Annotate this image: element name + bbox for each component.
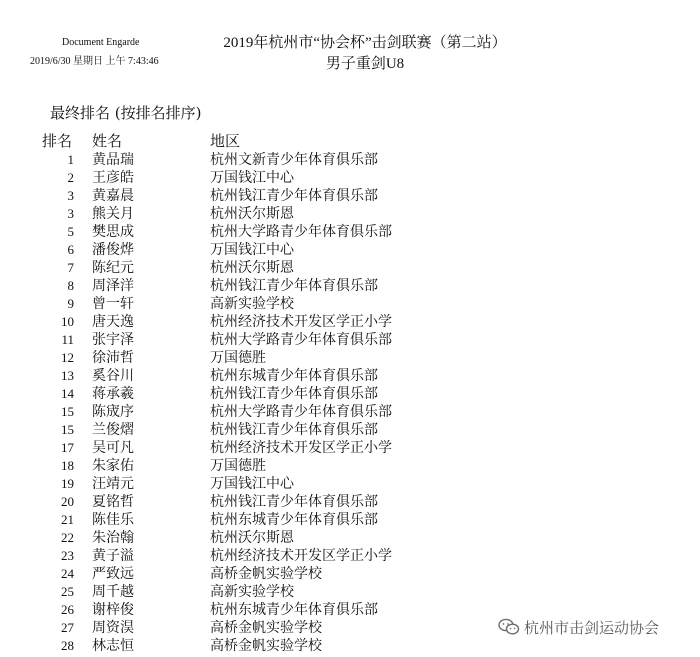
name-cell: 林志恒 xyxy=(92,638,134,654)
table-row xyxy=(0,511,700,529)
name-cell: 夏铭哲 xyxy=(92,494,134,510)
table-row xyxy=(0,241,700,259)
rank-cell: 22 xyxy=(61,530,74,545)
name-cell: 奚谷川 xyxy=(92,368,134,384)
event-subtitle: 男子重剑U8 xyxy=(325,56,405,72)
name-cell: 潘俊烨 xyxy=(92,242,134,258)
region-cell: 杭州沃尔斯恩 xyxy=(210,206,294,222)
name-cell: 黄嘉晨 xyxy=(92,188,134,204)
name-cell: 王彦皓 xyxy=(92,170,134,186)
rank-cell: 9 xyxy=(67,296,74,311)
rank-cell: 3 xyxy=(67,188,74,203)
rank-cell: 14 xyxy=(61,386,74,401)
region-cell: 杭州沃尔斯恩 xyxy=(210,530,294,546)
table-row xyxy=(0,565,700,583)
region-cell: 高新实验学校 xyxy=(210,296,294,312)
table-row xyxy=(0,259,700,277)
region-cell: 高桥金帆实验学校 xyxy=(210,620,322,636)
name-cell: 吴可凡 xyxy=(92,440,134,456)
name-cell: 陈宬序 xyxy=(92,404,134,420)
region-cell: 万国德胜 xyxy=(210,458,266,474)
table-row xyxy=(0,223,700,241)
rank-cell: 2 xyxy=(67,170,74,185)
rank-cell: 5 xyxy=(67,224,74,239)
table-row xyxy=(0,205,700,223)
region-cell: 高桥金帆实验学校 xyxy=(210,566,322,582)
name-cell: 谢梓俊 xyxy=(92,602,134,618)
rank-cell: 10 xyxy=(61,314,74,329)
rank-cell: 6 xyxy=(67,242,74,257)
table-row xyxy=(0,421,700,439)
name-cell: 蒋承羲 xyxy=(92,386,134,402)
table-row xyxy=(0,493,700,511)
name-cell: 张宇泽 xyxy=(92,332,134,348)
table-row xyxy=(0,637,700,655)
region-cell: 杭州大学路青少年体育俱乐部 xyxy=(210,224,392,240)
event-title: 2019年杭州市“协会杯”击剑联赛（第二站） xyxy=(223,35,507,51)
region-cell: 杭州大学路青少年体育俱乐部 xyxy=(210,404,392,420)
region-cell: 杭州东城青少年体育俱乐部 xyxy=(210,602,378,618)
region-cell: 万国德胜 xyxy=(210,350,266,366)
name-cell: 周泽洋 xyxy=(92,278,134,294)
region-cell: 杭州钱江青少年体育俱乐部 xyxy=(210,494,378,510)
name-cell: 陈佳乐 xyxy=(92,512,134,528)
name-cell: 黄品瑞 xyxy=(92,152,134,168)
rank-cell: 24 xyxy=(61,566,74,581)
name-cell: 汪靖元 xyxy=(92,476,134,492)
table-row xyxy=(0,583,700,601)
region-cell: 杭州沃尔斯恩 xyxy=(210,260,294,276)
print-datetime: 2019/6/30 星期日 上午 7:43:46 xyxy=(30,56,159,67)
name-cell: 黄子溢 xyxy=(92,548,134,564)
rank-cell: 27 xyxy=(61,620,74,635)
region-cell: 万国钱江中心 xyxy=(210,242,294,258)
rank-cell: 21 xyxy=(61,512,74,527)
rank-cell: 15 xyxy=(61,422,74,437)
region-cell: 杭州东城青少年体育俱乐部 xyxy=(210,368,378,384)
column-header-rank: 排名 xyxy=(42,132,73,150)
region-cell: 杭州钱江青少年体育俱乐部 xyxy=(210,386,378,402)
watermark xyxy=(498,616,659,638)
region-cell: 杭州经济技术开发区学正小学 xyxy=(210,440,392,456)
watermark-text: 杭州市击剑运动协会 xyxy=(524,618,660,637)
table-row xyxy=(0,313,700,331)
table-row xyxy=(0,331,700,349)
rank-cell: 20 xyxy=(61,494,74,509)
column-header-name: 姓名 xyxy=(92,132,123,150)
name-cell: 朱家佑 xyxy=(92,458,134,474)
rank-cell: 15 xyxy=(61,404,74,419)
rank-cell: 28 xyxy=(61,638,74,653)
table-row xyxy=(0,547,700,565)
table-row xyxy=(0,277,700,295)
rank-cell: 23 xyxy=(61,548,74,563)
name-cell: 熊关月 xyxy=(92,206,134,222)
section-title: 最终排名 (按排名排序) xyxy=(50,104,202,122)
region-cell: 杭州东城青少年体育俱乐部 xyxy=(210,512,378,528)
region-cell: 杭州大学路青少年体育俱乐部 xyxy=(210,332,392,348)
name-cell: 徐沛哲 xyxy=(92,350,134,366)
rank-cell: 25 xyxy=(61,584,74,599)
rank-cell: 3 xyxy=(67,206,74,221)
rank-cell: 18 xyxy=(61,458,74,473)
table-row xyxy=(0,349,700,367)
name-cell: 兰俊熠 xyxy=(92,422,134,438)
name-cell: 严致远 xyxy=(92,566,134,582)
region-cell: 高新实验学校 xyxy=(210,584,294,600)
table-row xyxy=(0,529,700,547)
table-row xyxy=(0,475,700,493)
table-row xyxy=(0,367,700,385)
rank-cell: 17 xyxy=(61,440,74,455)
table-row xyxy=(0,151,700,169)
results-table xyxy=(0,151,700,655)
table-row xyxy=(0,439,700,457)
column-header-region: 地区 xyxy=(210,132,241,150)
region-cell: 杭州文新青少年体育俱乐部 xyxy=(210,152,378,168)
rank-cell: 11 xyxy=(61,332,74,347)
name-cell: 朱治翰 xyxy=(92,530,134,546)
rank-cell: 8 xyxy=(67,278,74,293)
rank-cell: 1 xyxy=(67,152,74,167)
region-cell: 高桥金帆实验学校 xyxy=(210,638,322,654)
name-cell: 樊思成 xyxy=(92,224,134,240)
region-cell: 杭州钱江青少年体育俱乐部 xyxy=(210,422,378,438)
rank-cell: 13 xyxy=(61,368,74,383)
rank-cell: 26 xyxy=(61,602,74,617)
table-row xyxy=(0,295,700,313)
name-cell: 陈纪元 xyxy=(92,260,134,276)
name-cell: 周资淏 xyxy=(92,620,134,636)
name-cell: 曾一轩 xyxy=(92,296,134,312)
table-row xyxy=(0,457,700,475)
name-cell: 周千越 xyxy=(92,584,134,600)
region-cell: 杭州经济技术开发区学正小学 xyxy=(210,314,392,330)
region-cell: 万国钱江中心 xyxy=(210,476,294,492)
table-row xyxy=(0,403,700,421)
software-name: Document Engarde xyxy=(62,37,140,48)
wechat-icon xyxy=(498,618,520,636)
table-row xyxy=(0,385,700,403)
table-row xyxy=(0,187,700,205)
rank-cell: 19 xyxy=(61,476,74,491)
region-cell: 万国钱江中心 xyxy=(210,170,294,186)
rank-cell: 12 xyxy=(61,350,74,365)
name-cell: 唐天逸 xyxy=(92,314,134,330)
region-cell: 杭州钱江青少年体育俱乐部 xyxy=(210,188,378,204)
region-cell: 杭州钱江青少年体育俱乐部 xyxy=(210,278,378,294)
region-cell: 杭州经济技术开发区学正小学 xyxy=(210,548,392,564)
table-row xyxy=(0,169,700,187)
rank-cell: 7 xyxy=(67,260,74,275)
